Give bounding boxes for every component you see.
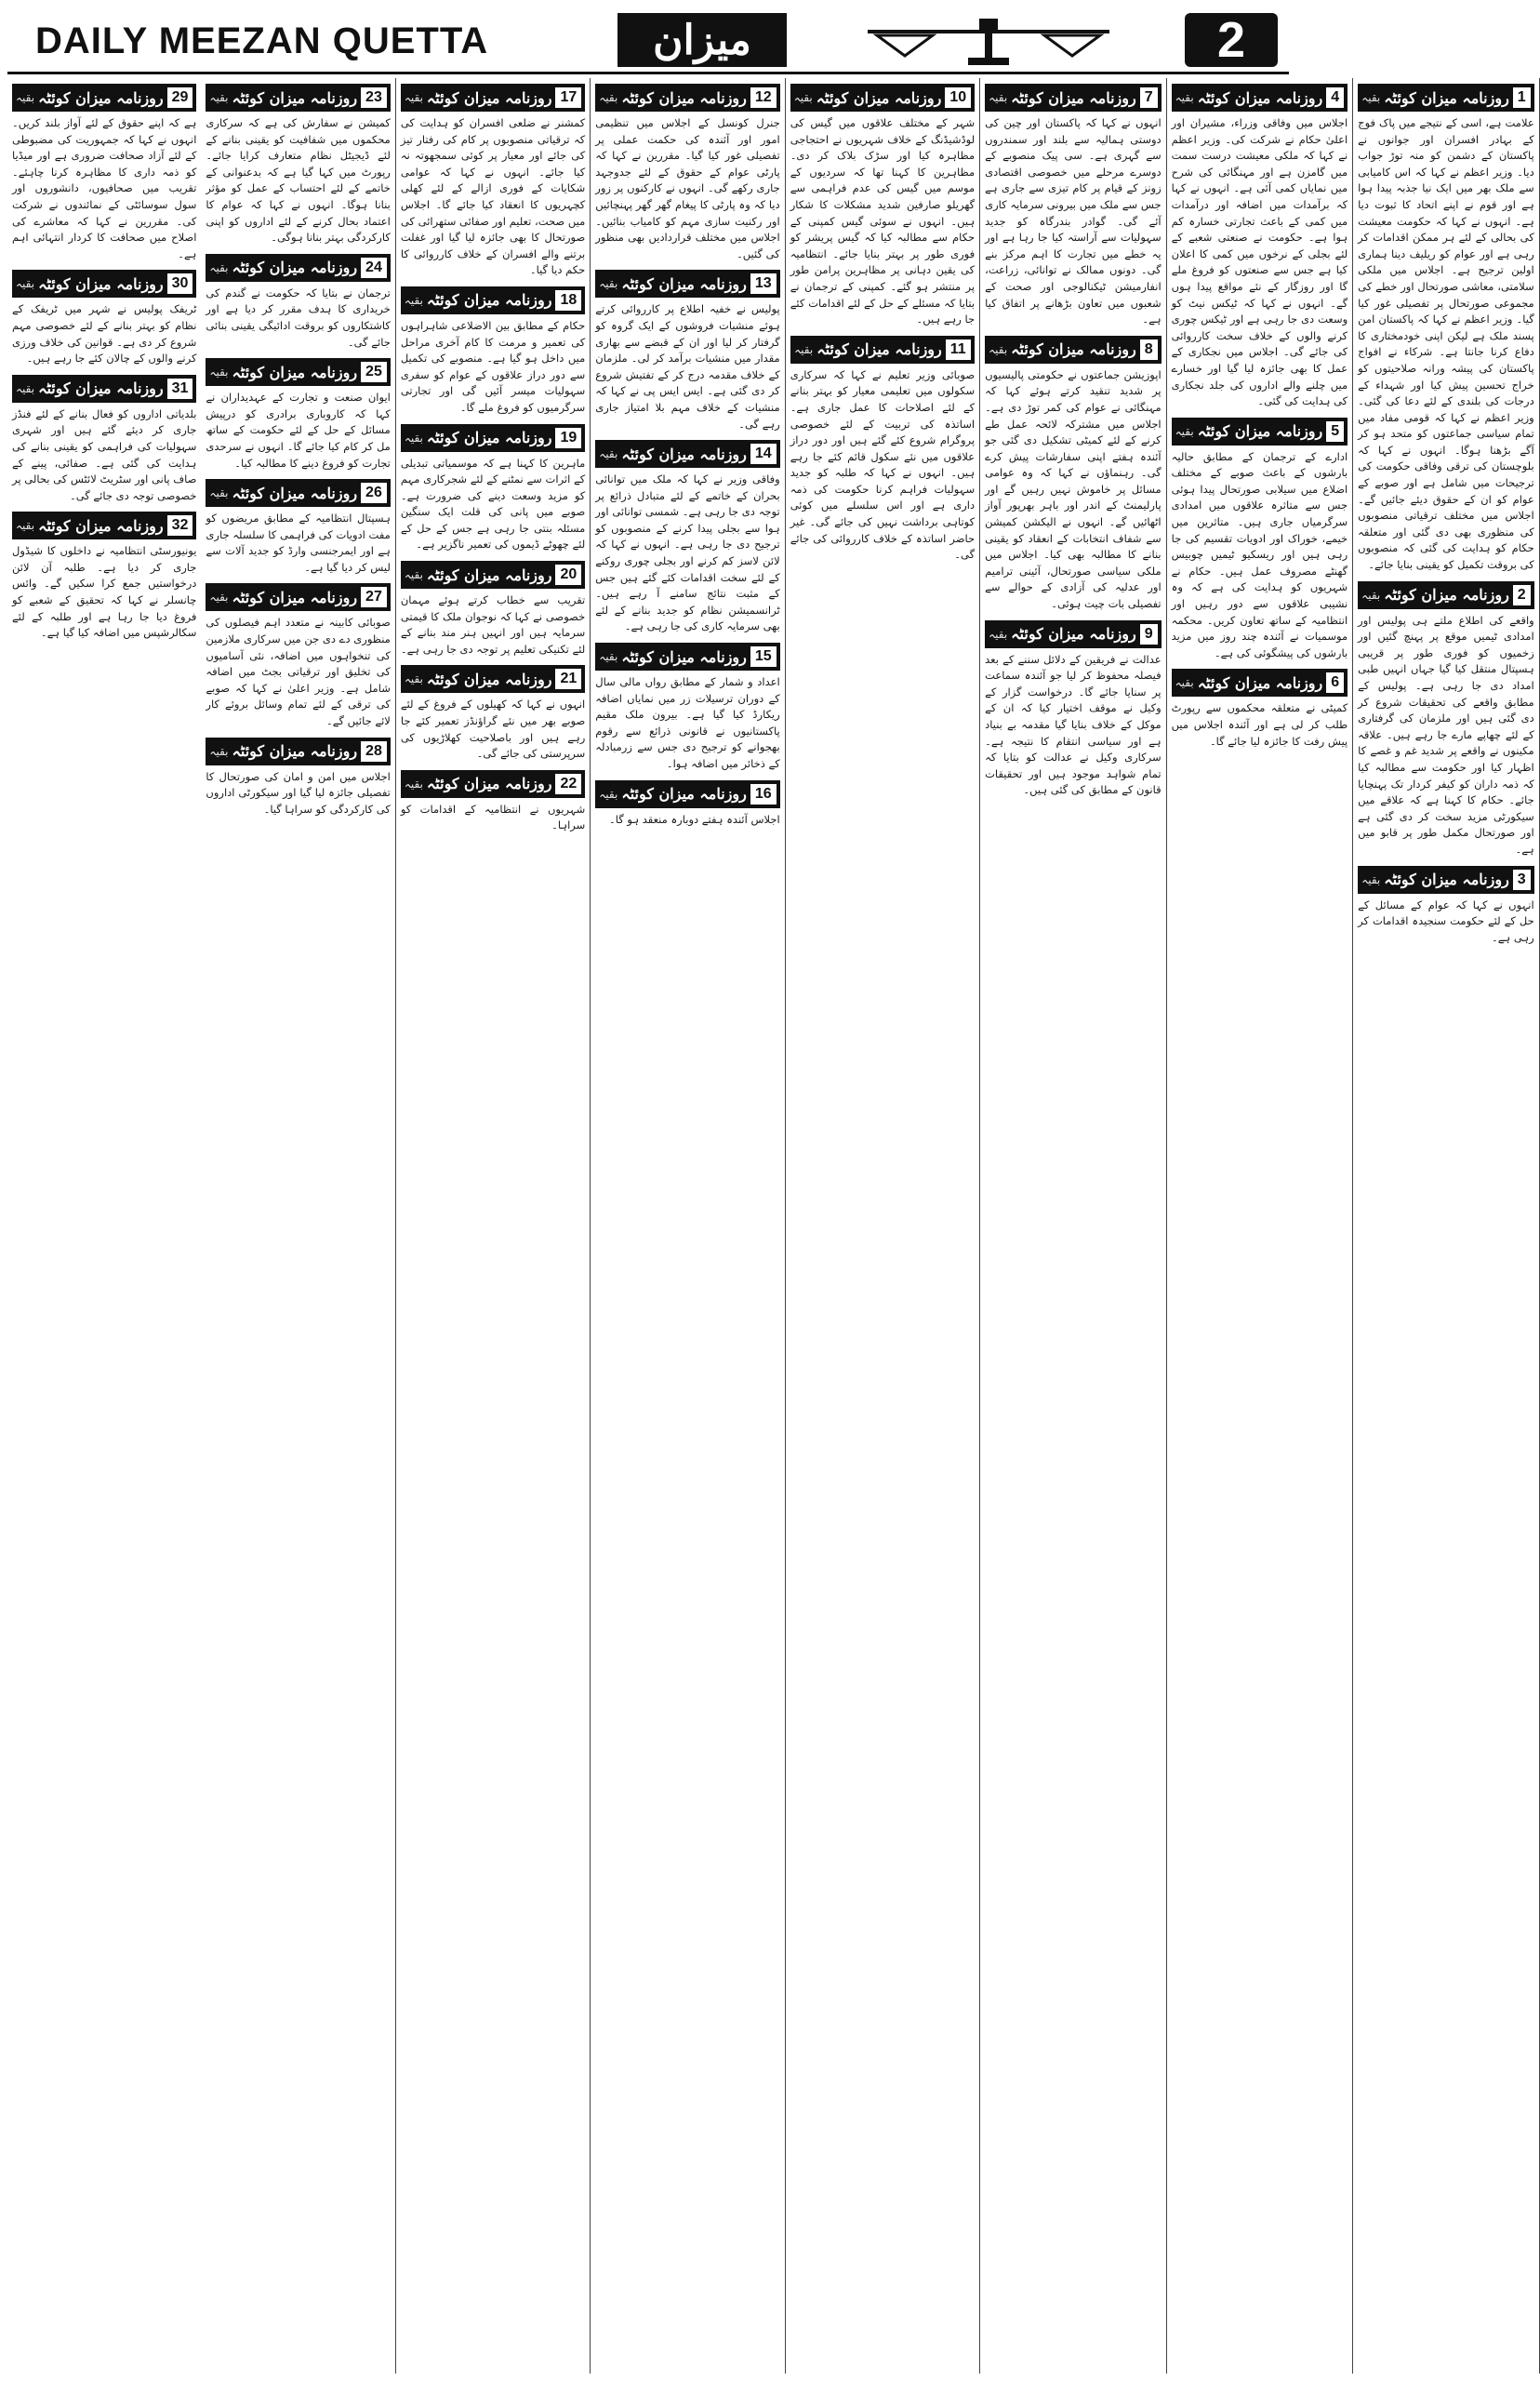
continuation-tag: بقیہ	[1175, 424, 1194, 438]
story-body-text: کمیشن نے سفارش کی ہے کہ سرکاری محکموں میں شفافیت کو یقینی بنانے کے لئے ڈیجیٹل نظام متعارف کرایا جائے۔ رپورٹ میں کہا گیا ہے کہ بدعنوانی کے خاتمے کے لئے احتساب کے عمل کو مؤثر بنانا ہوگا۔ انہوں نے کہا کہ عوام کا اعتماد بحال کرنے کے لئے اداروں کو اپنی کارکردگی بہتر بنانا ہوگی۔	[202, 116, 391, 245]
continuation-story	[202, 583, 391, 729]
continuation-story	[595, 780, 779, 829]
continuation-number: 1	[1513, 87, 1531, 108]
continuation-label: روزنامہ میزان کوئٹہ	[621, 785, 747, 804]
continuation-label: روزنامہ میزان کوئٹہ	[426, 291, 552, 310]
columns-area	[7, 78, 1534, 2374]
continuation-tag: بقیہ	[599, 91, 618, 104]
continuation-number: 8	[1140, 339, 1158, 360]
continuation-badge	[206, 358, 390, 386]
continuation-tag: بقیہ	[209, 744, 229, 758]
continuation-number: 11	[946, 339, 971, 360]
news-column	[591, 78, 785, 2374]
story-body-text: جنرل کونسل کے اجلاس میں تنظیمی امور اور آئندہ کی حکمت عملی پر تفصیلی غور کیا گیا۔ مقررین نے کہا کہ پارٹی عوام کے حقوق کے لئے جدوجہد جاری رکھے گی۔ انہوں نے کارکنوں پر زور دیا کہ وہ پارٹی کا پیغام گھر گھر پہنچائیں اور رکنیت سازی مہم کو کامیاب بنائیں۔ اجلاس میں مختلف قراردادیں بھی منظور کی گئیں۔	[591, 116, 780, 260]
continuation-label: روزنامہ میزان کوئٹہ	[38, 88, 164, 107]
continuation-label: روزنامہ میزان کوئٹہ	[621, 445, 747, 463]
continuation-tag: بقیہ	[16, 519, 35, 533]
continuation-story	[981, 620, 1162, 799]
paper-name: DAILY MEEZAN QUETTA	[35, 20, 489, 61]
continuation-label: روزنامہ میزان کوئٹہ	[1384, 586, 1509, 605]
continuation-badge	[1358, 581, 1534, 609]
continuation-story	[397, 665, 586, 762]
story-body-text: اجلاس آئندہ ہفتے دوبارہ منعقد ہو گا۔	[609, 812, 780, 826]
continuation-story	[591, 643, 780, 773]
continuation-number: 10	[945, 87, 971, 108]
continuation-number: 13	[750, 273, 777, 294]
continuation-badge	[401, 424, 585, 452]
continuation-badge	[401, 286, 585, 314]
continuation-badge	[985, 620, 1162, 648]
continuation-tag: بقیہ	[209, 366, 229, 379]
continuation-tag: بقیہ	[989, 342, 1008, 356]
continuation-number: 2	[1513, 585, 1531, 605]
continuation-label: روزنامہ میزان کوئٹہ	[1197, 88, 1323, 107]
continuation-story	[8, 512, 197, 642]
continuation-number: 3	[1513, 870, 1531, 890]
continuation-number: 26	[361, 483, 387, 503]
continuation-label: روزنامہ میزان کوئٹہ	[621, 647, 747, 666]
continuation-tag: بقیہ	[1175, 676, 1194, 690]
continuation-tag: بقیہ	[599, 787, 618, 801]
continuation-story	[591, 440, 780, 635]
page-number: 2	[1185, 13, 1278, 67]
story-body-text: ہسپتال انتظامیہ کے مطابق مریضوں کو مفت ادویات کی فراہمی کا سلسلہ جاری ہے اور ایمرجنسی وارڈ کو جدید آلات سے لیس کر دیا گیا ہے۔	[202, 512, 391, 574]
story-body-text: یونیورسٹی انتظامیہ نے داخلوں کا شیڈول جاری کر دیا ہے۔ طلبہ آن لائن درخواستیں جمع کرا سکیں گے۔ وائس چانسلر نے کہا کہ تحقیق کے شعبے کو فروغ دیا جا رہا ہے اور طلبہ کے لئے سکالرشپس میں اضافہ کیا گیا ہے۔	[8, 544, 197, 640]
continuation-badge	[595, 84, 779, 112]
continuation-badge	[985, 336, 1162, 364]
continuation-label: روزنامہ میزان کوئٹہ	[816, 340, 942, 359]
continuation-label: روزنامہ میزان کوئٹہ	[232, 259, 358, 277]
continuation-badge	[206, 84, 390, 112]
story-body-text: پولیس نے خفیہ اطلاع پر کارروائی کرتے ہوئے منشیات فروشوں کے ایک گروہ کو گرفتار کر لیا اور ان کے قبضے سے بھاری مقدار میں منشیات برآمد کر لی۔ ملزمان کے خلاف مقدمہ درج کر کے تفتیش شروع کر دی گئی ہے۔ ایس ایس پی نے کہا کہ منشیات کے خلاف مہم بلا امتیاز جاری رہے گی۔	[591, 302, 780, 431]
continuation-number: 30	[167, 273, 193, 294]
continuation-label: روزنامہ میزان کوئٹہ	[232, 588, 358, 606]
news-column	[7, 78, 201, 2374]
story-body-text: شہریوں نے انتظامیہ کے اقدامات کو سراہا۔	[397, 802, 586, 832]
continuation-tag: بقیہ	[404, 431, 423, 445]
continuation-story	[8, 270, 197, 366]
story-body-text: ماہرین کا کہنا ہے کہ موسمیاتی تبدیلی کے اثرات سے نمٹنے کے لئے شجرکاری مہم کو مزید وسعت دینے کی ضرورت ہے۔ صوبے میں پانی کی قلت ایک سنگین مسئلہ بنتی جا رہی ہے جس کے حل کے لئے چھوٹے ڈیموں کی تعمیر ناگزیر ہے۔	[397, 456, 586, 552]
story-body-text: اجلاس میں امن و امان کی صورتحال کا تفصیلی جائزہ لیا گیا اور سیکورٹی اداروں کی کارکردگی کو سراہا گیا۔	[202, 769, 391, 816]
continuation-label: روزنامہ میزان کوئٹہ	[1011, 88, 1136, 107]
continuation-tag: بقیہ	[599, 277, 618, 291]
continuation-number: 28	[361, 741, 387, 762]
continuation-tag: بقیہ	[1175, 91, 1194, 104]
continuation-number: 17	[555, 87, 581, 108]
continuation-label: روزنامہ میزان کوئٹہ	[1384, 871, 1509, 889]
news-column	[980, 78, 1167, 2374]
continuation-story	[397, 84, 586, 279]
news-column	[396, 78, 591, 2374]
continuation-number: 23	[361, 87, 387, 108]
continuation-tag: بقیہ	[599, 650, 618, 664]
story-body-text: ترجمان نے بتایا کہ حکومت نے گندم کی خریداری کا ہدف مقرر کر دیا ہے اور کاشتکاروں کو بروقت ادائیگی یقینی بنائی جائے گی۔	[202, 286, 391, 349]
continuation-story	[591, 270, 780, 432]
continuation-label: روزنامہ میزان کوئٹہ	[1197, 422, 1323, 441]
continuation-badge	[595, 780, 779, 808]
news-column	[1353, 78, 1540, 2374]
masthead	[7, 7, 1289, 74]
continuation-number: 22	[555, 774, 581, 794]
continuation-number: 16	[750, 784, 777, 805]
continuation-number: 9	[1140, 624, 1158, 645]
continuation-number: 31	[167, 379, 193, 399]
continuation-badge	[401, 665, 585, 693]
continuation-tag: بقیہ	[209, 486, 229, 500]
continuation-label: روزنامہ میزان کوئٹہ	[38, 516, 164, 535]
continuation-badge	[1172, 669, 1348, 697]
continuation-badge	[401, 84, 585, 112]
continuation-badge	[1172, 418, 1348, 446]
continuation-story	[8, 375, 197, 505]
continuation-label: روزنامہ میزان کوئٹہ	[232, 484, 358, 502]
story-body-text: شہر کے مختلف علاقوں میں گیس کی لوڈشیڈنگ کے خلاف شہریوں نے احتجاجی مظاہرہ کیا اور سڑک بلاک کر دی۔ مظاہرین کا کہنا تھا کہ سردیوں کے موسم میں گیس کی عدم فراہمی سے گھریلو صارفین شدید مشکلات کا شکار ہیں۔ انہوں نے سوئی گیس کمپنی کے حکام سے مطالبہ کیا کہ گیس پریشر کو فوری طور پر بہتر بنایا جائے۔ انتظامیہ کی یقین دہانی پر مظاہرین پرامن طور پر منتشر ہو گئے۔ کمپنی کے ترجمان نے بتایا کہ مسئلے کے حل کے لئے اقدامات کئے جا رہے ہیں۔	[787, 116, 976, 326]
continuation-number: 18	[555, 290, 581, 311]
continuation-story	[397, 424, 586, 554]
continuation-badge	[595, 270, 779, 298]
continuation-tag: بقیہ	[16, 277, 35, 291]
continuation-tag: بقیہ	[16, 381, 35, 395]
continuation-number: 29	[167, 87, 193, 108]
news-column	[786, 78, 980, 2374]
scales-of-justice-icon	[849, 15, 1128, 67]
continuation-story	[1167, 418, 1348, 662]
continuation-story	[981, 336, 1162, 613]
continuation-tag: بقیہ	[1361, 588, 1381, 602]
continuation-tag: بقیہ	[209, 260, 229, 274]
continuation-tag: بقیہ	[599, 447, 618, 461]
continuation-label: روزنامہ میزان کوئٹہ	[426, 670, 552, 688]
continuation-number: 20	[555, 565, 581, 585]
continuation-number: 7	[1140, 87, 1158, 108]
story-body-text: ہے کہ اپنے حقوق کے لئے آواز بلند کریں۔ انہوں نے کہا کہ جمہوریت کی مضبوطی کے لئے آزاد صحافت ضروری ہے اور میڈیا کو ذمہ داری کا مظاہرہ کرنا چاہئے۔ تقریب میں صحافیوں، دانشوروں اور سول سوسائٹی کے نمائندوں نے شرکت کی۔ مقررین نے کہا کہ معاشرے کی اصلاح میں صحافت کا کردار انتہائی اہم ہے۔	[8, 116, 197, 260]
continuation-number: 27	[361, 587, 387, 607]
continuation-label: روزنامہ میزان کوئٹہ	[38, 379, 164, 398]
continuation-tag: بقیہ	[16, 91, 35, 104]
continuation-label: روزنامہ میزان کوئٹہ	[426, 775, 552, 793]
continuation-story	[1167, 669, 1348, 750]
continuation-label: روزنامہ میزان کوئٹہ	[1197, 673, 1323, 692]
continuation-number: 25	[361, 362, 387, 382]
continuation-label: روزنامہ میزان کوئٹہ	[232, 88, 358, 107]
continuation-tag: بقیہ	[209, 91, 229, 104]
story-body-text: صوبائی کابینہ نے متعدد اہم فیصلوں کی منظوری دے دی جن میں سرکاری ملازمین کی تنخواہوں میں اضافہ، نئی آسامیوں کی تخلیق اور ترقیاتی بجٹ میں اضافہ شامل ہے۔ وزیر اعلیٰ نے کہا کہ صوبے کی ترقی کے لئے تمام وسائل بروئے کار لائے جائیں گے۔	[202, 616, 391, 728]
continuation-badge	[401, 770, 585, 798]
continuation-story	[397, 561, 586, 658]
continuation-number: 15	[750, 646, 777, 667]
continuation-badge	[12, 84, 196, 112]
continuation-tag: بقیہ	[404, 672, 423, 686]
continuation-badge	[790, 336, 975, 364]
continuation-number: 24	[361, 258, 387, 278]
continuation-tag: بقیہ	[404, 568, 423, 582]
continuation-story	[1354, 581, 1534, 858]
continuation-label: روزنامہ میزان کوئٹہ	[38, 274, 164, 293]
continuation-badge	[12, 270, 196, 298]
continuation-story	[202, 84, 391, 246]
continuation-badge	[206, 254, 390, 282]
continuation-badge	[985, 84, 1162, 112]
story-body-text: ٹریفک پولیس نے شہر میں ٹریفک کے نظام کو بہتر بنانے کے لئے خصوصی مہم شروع کر دی ہے۔ قوانین کی خلاف ورزی کرنے والوں کے چالان کئے جا رہے ہیں۔	[8, 302, 197, 366]
continuation-tag: بقیہ	[989, 91, 1008, 104]
continuation-story	[397, 286, 586, 417]
story-body-text: علامت ہے، اسی کے نتیجے میں پاک فوج کے بہادر افسران اور جوانوں نے پاکستان کے دشمن کو منہ توڑ جواب دیا۔ وزیر اعظم نے کہا کہ اس کامیابی سے ملک بھر میں ایک نیا جذبہ پیدا ہوا ہے اور قوم نے اپنے اتحاد کا ثبوت دیا ہے۔ انہوں نے کہا کہ حکومت معیشت کی بحالی کے لئے ہر ممکن اقدامات کر رہی ہے اور عوام کو ریلیف دینا ہماری اولین ترجیح ہے۔ اجلاس میں ملکی سلامتی، معاشی صورتحال اور خطے کی مجموعی صورتحال پر تفصیلی غور کیا گیا۔ وزیر اعظم نے کہا کہ پاکستان امن پسند ملک ہے لیکن اپنی خودمختاری کا دفاع کرنا جانتا ہے۔ شرکاء نے افواج پاکستان کی پیشہ ورانہ صلاحیتوں کو خراج تحسین پیش کیا اور شہداء کے درجات کی بلندی کے لئے دعا کی گئی۔ وزیر اعظم نے کہا کہ قومی مفاد میں تمام سیاسی جماعتوں کو متحد ہو کر آگے بڑھنا ہوگا۔ انہوں نے کہا کہ بلوچستان کی ترقی وفاقی حکومت کی ترجیحات میں شامل ہے اور صوبے کے عوام کو ان کے حقوق دیئے جائیں گے۔ اجلاس میں مختلف ترقیاتی منصوبوں کی منظوری بھی دی گئی اور متعلقہ حکام کو ہدایت کی گئی کہ منصوبوں کی بروقت تکمیل کو یقینی بنایا جائے۔	[1354, 116, 1534, 572]
news-column	[201, 78, 395, 2374]
continuation-badge	[12, 375, 196, 403]
continuation-badge	[595, 440, 779, 468]
continuation-number: 4	[1326, 87, 1344, 108]
continuation-label: روزنامہ میزان کوئٹہ	[232, 363, 358, 381]
continuation-badge	[12, 512, 196, 539]
continuation-badge	[206, 479, 390, 507]
continuation-number: 19	[555, 428, 581, 448]
continuation-story	[1354, 84, 1534, 574]
story-body-text: وفاقی وزیر نے کہا کہ ملک میں توانائی بحران کے خاتمے کے لئے متبادل ذرائع پر توجہ دی جا رہی ہے۔ شمسی توانائی اور ہوا سے بجلی پیدا کرنے کے منصوبوں کو ترجیح دی جا رہی ہے۔ انہوں نے کہا کہ لائن لاسز کم کرنے اور بجلی چوری روکنے کے لئے سخت اقدامات کئے گئے ہیں جس کے مثبت نتائج سامنے آ رہے ہیں۔ ٹرانسمیشن نظام کو جدید بنانے کے لئے بھی سرمایہ کاری کی جا رہی ہے۔	[591, 472, 780, 633]
continuation-badge	[1172, 84, 1348, 112]
continuation-label: روزنامہ میزان کوئٹہ	[232, 742, 358, 761]
continuation-badge	[206, 583, 390, 611]
continuation-number: 21	[555, 669, 581, 689]
continuation-story	[202, 479, 391, 576]
continuation-badge	[1358, 866, 1534, 894]
continuation-story	[591, 84, 780, 262]
continuation-tag: بقیہ	[1361, 91, 1381, 104]
continuation-badge	[1358, 84, 1534, 112]
continuation-story	[397, 770, 586, 834]
story-body-text: اپوزیشن جماعتوں نے حکومتی پالیسیوں پر شدید تنقید کرتے ہوئے کہا کہ مہنگائی نے عوام کی کمر توڑ دی ہے۔ اجلاس میں مشترکہ لائحہ عمل طے کرنے کے لئے کمیٹی تشکیل دی گئی جو آئندہ ہفتے اپنی سفارشات پیش کرے گی۔ رہنماؤں نے کہا کہ وہ عوامی مسائل پر خاموش نہیں رہیں گے اور پارلیمنٹ کے اندر اور باہر بھرپور آواز اٹھائیں گے۔ انہوں نے الیکشن کمیشن سے شفاف انتخابات کے انعقاد کو یقینی بنانے کا مطالبہ بھی کیا۔ اجلاس میں ملکی سیاسی صورتحال، آئینی ترامیم اور عدلیہ کی آزادی کے حوالے سے تفصیلی بات چیت ہوئی۔	[981, 367, 1162, 611]
continuation-tag: بقیہ	[989, 627, 1008, 641]
continuation-number: 5	[1326, 421, 1344, 442]
continuation-label: روزنامہ میزان کوئٹہ	[426, 429, 552, 446]
continuation-tag: بقیہ	[1361, 872, 1381, 886]
continuation-story	[981, 84, 1162, 328]
continuation-story	[787, 84, 976, 328]
story-body-text: انہوں نے کہا کہ عوام کے مسائل کے حل کے لئے حکومت سنجیدہ اقدامات کر رہی ہے۔	[1354, 898, 1534, 944]
continuation-story	[202, 358, 391, 472]
continuation-tag: بقیہ	[404, 777, 423, 791]
continuation-label: روزنامہ میزان کوئٹہ	[1011, 340, 1136, 359]
continuation-badge	[595, 643, 779, 671]
news-column	[1167, 78, 1354, 2374]
continuation-tag: بقیہ	[404, 91, 423, 104]
continuation-badge	[206, 738, 390, 765]
continuation-number: 12	[750, 87, 777, 108]
story-body-text: واقعے کی اطلاع ملتے ہی پولیس اور امدادی ٹیمیں موقع پر پہنچ گئیں اور زخمیوں کو فوری طور پر قریبی ہسپتال منتقل کیا گیا جہاں انہیں طبی امداد دی جا رہی ہے۔ پولیس کے مطابق واقعے کی تحقیقات شروع کر دی گئی ہیں اور ملزمان کی گرفتاری کے لئے چھاپے مارے جا رہے ہیں۔ علاقہ مکینوں نے واقعے پر شدید غم و غصے کا اظہار کیا اور حکومت سے مطالبہ کیا کہ ذمہ داران کو کیفر کردار تک پہنچایا جائے۔ حکام کا کہنا ہے کہ علاقے میں سیکورٹی مزید سخت کر دی گئی ہے اور صورتحال مکمل طور پر قابو میں ہے۔	[1354, 613, 1534, 856]
story-body-text: انہوں نے کہا کہ کھیلوں کے فروغ کے لئے صوبے بھر میں نئے گراؤنڈز تعمیر کئے جا رہے ہیں اور باصلاحیت کھلاڑیوں کی سرپرستی کی جائے گی۔	[397, 698, 586, 761]
continuation-label: روزنامہ میزان کوئٹہ	[621, 274, 747, 293]
story-body-text: صوبائی وزیر تعلیم نے کہا کہ سرکاری سکولوں میں تعلیمی معیار کو بہتر بنانے کے لئے اصلاحات کا عمل جاری ہے۔ اساتذہ کی تربیت کے لئے خصوصی پروگرام شروع کئے گئے ہیں اور دور دراز علاقوں میں نئے سکول قائم کئے جا رہے ہیں۔ انہوں نے کہا کہ طلبہ کو جدید سہولیات فراہم کرنا حکومت کی ذمہ داری ہے اور اس سلسلے میں کوئی کوتاہی برداشت نہیں کی جائے گی۔ غیر حاضر اساتذہ کے خلاف کارروائی کی جائے گی۔	[787, 367, 976, 562]
continuation-number: 6	[1326, 672, 1344, 693]
story-body-text: حکام کے مطابق بین الاضلاعی شاہراہوں کی تعمیر و مرمت کا کام آخری مراحل میں داخل ہو گیا ہے۔ منصوبے کی تکمیل سے دور دراز علاقوں کے عوام کو سفری سہولیات میسر آئیں گی اور تجارتی سرگرمیوں کو فروغ ملے گا۔	[397, 318, 586, 414]
story-body-text: تقریب سے خطاب کرتے ہوئے مہمان خصوصی نے کہا کہ نوجوان ملک کا قیمتی سرمایہ ہیں اور انہیں ہنر مند بنانے کے لئے تکنیکی تعلیم پر توجہ دی جا رہی ہے۔	[397, 593, 586, 656]
continuation-story	[8, 84, 197, 262]
story-body-text: کمیٹی نے متعلقہ محکموں سے رپورٹ طلب کر لی ہے اور آئندہ اجلاس میں پیش رفت کا جائزہ لیا جائے گا۔	[1167, 701, 1348, 748]
continuation-story	[202, 738, 391, 818]
story-body-text: انہوں نے کہا کہ پاکستان اور چین کی دوستی ہمالیہ سے بلند اور سمندروں سے گہری ہے۔ سی پیک منصوبے کے دوسرے مرحلے میں خصوصی اقتصادی زونز کے قیام پر کام تیزی سے جاری ہے جس سے ملک میں بیرونی سرمایہ کاری آئے گی۔ گوادر بندرگاہ کو جدید سہولیات سے آراستہ کیا جا رہا ہے اور یہ خطے میں تجارت کا اہم مرکز بنے گی۔ دونوں ممالک نے توانائی، زراعت، انفارمیشن ٹیکنالوجی اور صحت کے شعبوں میں تعاون بڑھانے پر اتفاق کیا ہے۔	[981, 116, 1162, 326]
continuation-tag: بقیہ	[404, 293, 423, 307]
continuation-tag: بقیہ	[793, 91, 813, 104]
continuation-tag: بقیہ	[209, 591, 229, 605]
story-body-text: ایوان صنعت و تجارت کے عہدیداران نے کہا کہ کاروباری برادری کو درپیش مسائل کے حل کے لئے حکومت کے ساتھ مل کر کام کیا جائے گا۔ انہوں نے سرحدی تجارت کو فروغ دینے کا مطالبہ کیا۔	[202, 391, 391, 470]
continuation-story	[1354, 866, 1534, 947]
continuation-tag: بقیہ	[794, 342, 814, 356]
story-body-text: بلدیاتی اداروں کو فعال بنانے کے لئے فنڈز جاری کر دیئے گئے ہیں اور شہری سہولیات کی فراہمی کو یقینی بنانے کی ہدایت کی گئی ہے۔ صفائی، پینے کے صاف پانی اور سٹریٹ لائٹس کی بحالی پر خصوصی توجہ دی جائے گی۔	[8, 406, 197, 502]
continuation-badge	[790, 84, 975, 112]
paper-logo: میزان	[617, 13, 787, 67]
continuation-label: روزنامہ میزان کوئٹہ	[1011, 625, 1136, 644]
continuation-number: 32	[167, 515, 193, 536]
continuation-label: روزنامہ میزان کوئٹہ	[816, 88, 942, 107]
story-body-text: اعداد و شمار کے مطابق رواں مالی سال کے دوران ترسیلات زر میں نمایاں اضافہ ریکارڈ کیا گیا ہے۔ بیرون ملک مقیم پاکستانیوں نے قانونی ذرائع سے رقوم بھجوانے کو ترجیح دی جس سے زرمبادلہ کے ذخائر میں اضافہ ہوا۔	[591, 675, 780, 770]
continuation-number: 14	[750, 444, 777, 464]
story-body-text: کمشنر نے ضلعی افسران کو ہدایت کی کہ ترقیاتی منصوبوں پر کام کی رفتار تیز کی جائے اور معیار پر کوئی سمجھوتہ نہ کیا جائے۔ انہوں نے کہا کہ عوامی شکایات کے فوری ازالے کے لئے کھلی کچہریوں کا انعقاد کیا جائے گا۔ اجلاس میں صحت، تعلیم اور صفائی ستھرائی کی صورتحال کا بھی جائزہ لیا گیا اور غفلت برتنے والے افسران کے خلاف کارروائی کا حکم دیا گیا۔	[397, 116, 586, 277]
continuation-label: روزنامہ میزان کوئٹہ	[426, 565, 552, 584]
continuation-label: روزنامہ میزان کوئٹہ	[1384, 88, 1509, 107]
story-body-text: عدالت نے فریقین کے دلائل سننے کے بعد فیصلہ محفوظ کر لیا جو آئندہ سماعت پر سنایا جائے گا۔ درخواست گزار کے وکیل نے موقف اختیار کیا کہ ان کے موکل کے خلاف بنایا گیا مقدمہ بے بنیاد ہے اور سیاسی انتقام کا نتیجہ ہے۔ سرکاری وکیل نے عدالت کو بتایا کہ تمام شواہد موجود ہیں اور تحقیقات قانون کے مطابق کی گئی ہیں۔	[981, 652, 1162, 797]
story-body-text: اجلاس میں وفاقی وزراء، مشیران اور اعلیٰ حکام نے شرکت کی۔ وزیر اعظم نے کہا کہ ملکی معیشت درست سمت میں گامزن ہے اور مہنگائی کی شرح میں نمایاں کمی آئی ہے۔ انہوں نے کہا کہ برآمدات میں اضافہ اور درآمدات میں کمی کے باعث تجارتی خسارہ کم ہوا ہے۔ حکومت نے صنعتی شعبے کے لئے بجلی کے نرخوں میں کمی کا اعلان کیا ہے جس سے صنعتوں کو فروغ ملے گا اور روزگار کے نئے مواقع پیدا ہوں گے۔ انہوں نے کہا کہ ٹیکس نیٹ کو وسعت دی جا رہی ہے اور ٹیکس چوری کرنے والوں کے خلاف سخت کارروائی کی جائے گی۔ اجلاس میں نجکاری کے عمل کا بھی جائزہ لیا گیا اور خسارے میں چلنے والے اداروں کی جلد نجکاری کی ہدایت کی گئی۔	[1167, 116, 1348, 408]
continuation-label: روزنامہ میزان کوئٹہ	[426, 88, 552, 107]
continuation-badge	[401, 561, 585, 589]
continuation-label: روزنامہ میزان کوئٹہ	[621, 88, 747, 107]
continuation-story	[202, 254, 391, 351]
continuation-story	[1167, 84, 1348, 410]
continuation-story	[787, 336, 976, 564]
story-body-text: ادارے کے ترجمان کے مطابق حالیہ بارشوں کے باعث صوبے کے مختلف اضلاع میں سیلابی صورتحال پیدا ہوئی جس سے متاثرہ علاقوں میں امدادی سرگرمیاں جاری ہیں۔ متاثرین میں خیمے، خوراک اور ادویات تقسیم کی جا رہی ہیں اور ریسکیو ٹیمیں چوبیس گھنٹے مصروف عمل ہیں۔ حکام نے شہریوں کو ہدایت کی ہے کہ وہ نشیبی علاقوں سے دور رہیں اور انتظامیہ کے ساتھ تعاون کریں۔ محکمہ موسمیات نے آئندہ چند روز میں مزید بارشوں کی پیشگوئی کی ہے۔	[1167, 449, 1348, 659]
